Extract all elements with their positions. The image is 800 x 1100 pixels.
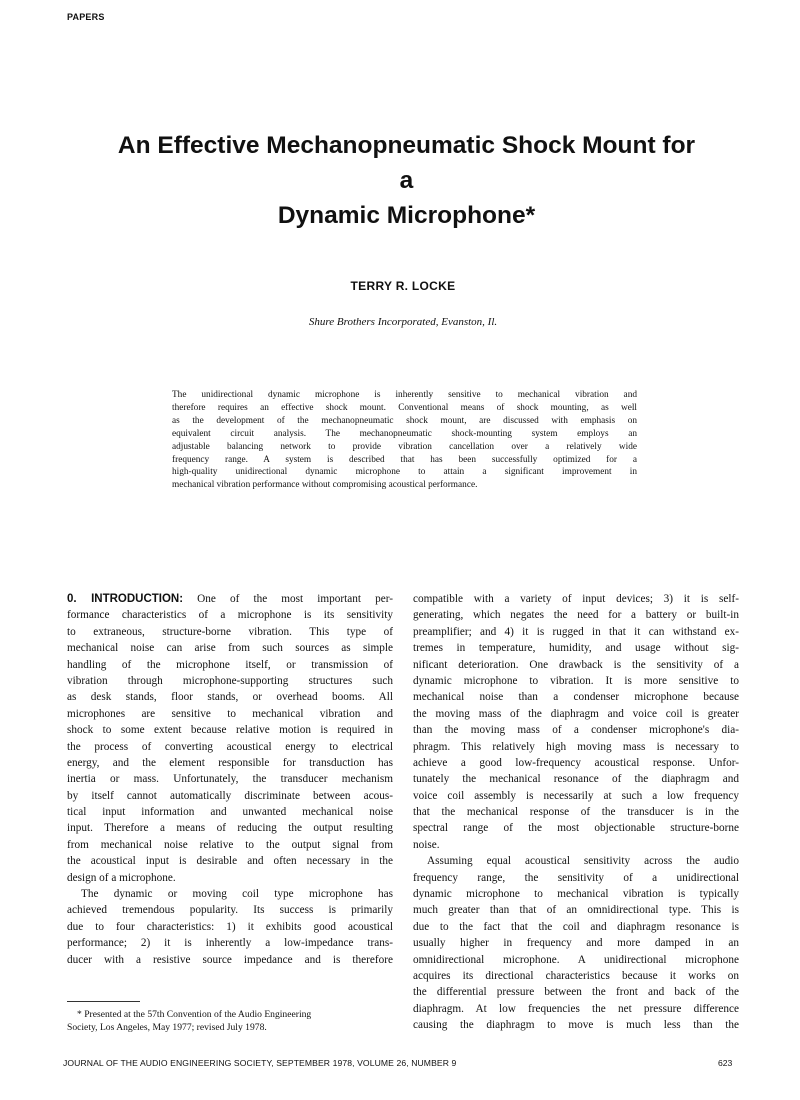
author-name: TERRY R. LOCKE bbox=[350, 279, 456, 293]
body-line: causing the diaphragm to move is much less than the bbox=[413, 1019, 739, 1032]
body-line: The dynamic or moving coil type microphone has bbox=[81, 888, 393, 901]
body-line: Assuming equal acoustical sensitivity across the audio bbox=[427, 855, 739, 868]
body-line: microphones are sensitive to mechanical vibration and bbox=[67, 707, 393, 720]
abstract-line: adjustable balancing network to provide vibration cancellation over a relatively wide bbox=[172, 441, 637, 452]
body-line: voice coil assembly is necessarily at such a low frequency bbox=[413, 789, 739, 802]
title-line: Dynamic Microphone* bbox=[277, 202, 536, 229]
body-line: the process of converting acoustical energy to electrical bbox=[67, 740, 393, 753]
body-line: from mechanical noise relative to the output signal from bbox=[67, 838, 393, 851]
footer-journal-citation: JOURNAL OF THE AUDIO ENGINEERING SOCIETY, SEPTEMBER 1978, VOLUME 26, NUMBER 9 bbox=[63, 1058, 457, 1068]
body-line: inertia or mass. Unfortunately, the transducer mechanism bbox=[67, 773, 393, 786]
body-line: by itself cannot automatically discriminate between acous- bbox=[67, 789, 393, 802]
title-line: a bbox=[399, 167, 414, 194]
body-line: shock to some extent because relative motion is required in bbox=[67, 724, 393, 737]
body-line: 0. INTRODUCTION: One of the most important per- bbox=[67, 593, 393, 605]
body-line: than the moving mass of a condenser microphone's dia- bbox=[413, 724, 739, 737]
footnote bbox=[67, 1009, 393, 1034]
body-line: tremes in temperature, humidity, and usage without sig- bbox=[413, 642, 739, 655]
body-line: preamplifier; and 4) it is rugged in that it can withstand ex- bbox=[413, 625, 739, 638]
body-line: as desk stands, floor stands, or overhead booms. All bbox=[67, 691, 393, 704]
body-line: mechanical noise can arise from such sources as simple bbox=[67, 642, 393, 655]
body-line: dynamic microphone to vibration. It is more sensitive to bbox=[413, 674, 739, 687]
body-line: dynamic microphone to mechanical vibration is typically bbox=[413, 888, 739, 901]
body-line: omnidirectional microphone. A unidirectional microphone bbox=[413, 953, 739, 966]
section-heading: 0. INTRODUCTION: bbox=[67, 593, 184, 605]
body-line: phragm. This relatively high moving mass is necessary to bbox=[413, 740, 739, 753]
body-line: that the mechanical response of the transducer is in the bbox=[413, 806, 739, 819]
abstract bbox=[172, 389, 637, 492]
body-line: due to the fact that the coil and diaphragm resonance is bbox=[413, 920, 739, 933]
body-line: frequency range, the sensitivity of a unidirectional bbox=[413, 871, 739, 884]
body-line: diaphragm. At low frequencies the net pressure difference bbox=[413, 1002, 739, 1015]
body-line: energy, and the element responsible for transduction has bbox=[67, 756, 393, 769]
body-line: the differential pressure between the front and back of the bbox=[413, 986, 739, 999]
page-number: 623 bbox=[718, 1058, 733, 1068]
body-line: the acoustical input is desirable and often necessary in the bbox=[67, 855, 393, 868]
body-line: acquires its directional characteristics because it works on bbox=[413, 969, 739, 982]
abstract-line: therefore requires an effective shock mount. Conventional means of shock mounting, as well bbox=[172, 402, 637, 413]
body-line: mechanical noise than a condenser microphone because bbox=[413, 691, 739, 704]
body-line: tunately the mechanical resonance of the diaphragm and bbox=[413, 773, 739, 786]
author-affiliation: Shure Brothers Incorporated, Evanston, Il. bbox=[308, 316, 498, 328]
body-line: formance characteristics of a microphone is its sensitivity bbox=[67, 609, 393, 622]
footnote-divider bbox=[67, 1001, 140, 1002]
body-line: compatible with a variety of input devices; 3) it is self- bbox=[413, 593, 739, 605]
body-column-right bbox=[413, 591, 739, 1034]
body-line: vibration through microphone-supporting structures such bbox=[67, 674, 393, 687]
body-line: performance; 2) it is inherently a low-impedance trans- bbox=[67, 937, 393, 950]
body-line: tical input information and unwanted mechanical noise bbox=[67, 806, 393, 819]
body-line: ducer with a resistive source impedance and is therefore bbox=[67, 953, 393, 966]
abstract-line: high-quality unidirectional dynamic microphone to attain a significant improvement in bbox=[172, 467, 637, 478]
body-column-left bbox=[67, 591, 393, 968]
body-line: nificant deterioration. One drawback is the sensitivity of a bbox=[413, 658, 739, 671]
abstract-line: mechanical vibration performance without compromising acoustical performance. bbox=[172, 480, 478, 491]
body-line: input. Therefore a means of reducing the output resulting bbox=[67, 822, 393, 835]
body-line: due to four characteristics: 1) it exhibits good acoustical bbox=[67, 920, 393, 933]
body-line: generating, which negates the need for a battery or built-in bbox=[413, 609, 739, 622]
title-line: An Effective Mechanopneumatic Shock Mount for bbox=[117, 132, 696, 159]
running-head: PAPERS bbox=[67, 12, 105, 22]
footnote-line: Society, Los Angeles, May 1977; revised July 1978. bbox=[67, 1021, 267, 1033]
abstract-line: as the development of the mechanopneumatic shock mount, are discussed with emphasis on bbox=[172, 415, 637, 426]
body-line: handling of the microphone itself, or transmission of bbox=[67, 658, 393, 671]
body-line: design of a microphone. bbox=[67, 871, 176, 884]
body-line: much greater than that of an omnidirectional type. This is bbox=[413, 904, 739, 917]
paper-title bbox=[40, 128, 773, 233]
footnote-line: * Presented at the 57th Convention of the Audio Engineering bbox=[77, 1009, 312, 1020]
abstract-line: equivalent circuit analysis. The mechanopneumatic shock-mounting system employs an bbox=[172, 428, 637, 439]
body-line: achieve a good low-frequency acoustical response. Unfor- bbox=[413, 756, 739, 769]
body-line: achieved tremendous popularity. Its success is primarily bbox=[67, 904, 393, 917]
body-line: usually higher in frequency and more damped in an bbox=[413, 937, 739, 950]
body-line: spectral range of the most objectionable structure-borne bbox=[413, 822, 739, 835]
body-line: to extraneous, structure-borne vibration. This type of bbox=[67, 625, 393, 638]
body-line: the moving mass of the diaphragm and voice coil is greater bbox=[413, 707, 739, 720]
abstract-line: frequency range. A system is described that has been successfully optimized for a bbox=[172, 454, 637, 465]
abstract-line: The unidirectional dynamic microphone is inherently sensitive to mechanical vibration and bbox=[172, 390, 637, 400]
body-line: noise. bbox=[413, 838, 440, 851]
